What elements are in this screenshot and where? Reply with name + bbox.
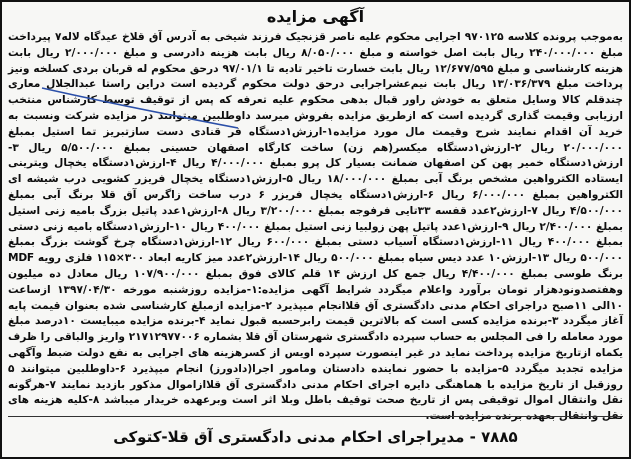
notice-title: آگهی مزایده [266,7,365,26]
footer-divider [8,416,623,417]
notice-body: به‌موجب پرونده کلاسه ۹۷۰۱۲۵ اجرایی محکوم علیه ناصر قزنجیک فرزند شیخی به آدرس آق قلاخ عیدگاه لاله۷ پیرداخت مبلغ ۲۴۰/۰۰۰/۰۰۰ ریال بابت اصل خواسته و مبلغ ۸/۰۵۰/۰۰۰ ریال بابت هزینه دادرسی و مبلغ ۲/۰۰۰/۰۰۰ ریال بابت هزینه کارشناسی و مبلغ ۱۲/۶۷۷/۵۹۵ ریال بابت خسارت تاخیر تادیه تا ۹۷/۰۱/۱ درحق محکوم له قربان بردی کسلخه ونیز پرداخت مبلغ ۱۳/۰۳۶/۳۷۹ ریال بابت نیم‌عشراجرایی درحق دولت محکوم گردیده است دراین راستا عبدالجلال معاری چندقلم کالا وسایل متعلق به خودش راور قبال بدهی محکوم علیه تعرفه که پس از توقیف توسط کارشناس منتخب ارزیابی وقیمت گذاری گردیده است که ازطریق مزایده بفروش میرسد داوطلبین میتوانند در مزایده شرکت ونسبت به خرید آن اقدام نمایند شرح وقیمت مال مورد مزایده۱-ارزش۱دستگاه فر قنادی دست سازتبریز تما استیل بمبلغ ۲۰/۰۰۰/۰۰۰ ریال ۲-ارزش۱دستگاه میکسر(هم زن) ساخت کارگاه اصفهان حسینی بمبلغ ۵/۵۰۰/۰۰۰ ریال ۳-ارزش۱دستگاه خمیر پهن کن اصفهان ضمانت بسیار کل پرو بمبلغ ۴/۰۰۰/۰۰۰ ریال ۴-ارزش۱دستگاه یخچال ویترینی ایستاده الکترواهین مشخص برنگ آبی بمبلغ ۱۸/۰۰۰/۰۰۰ ریال ۵-ارزش۱دستگاه یخچال فریزر کشویی درب شیشه ای الکترواهین بمبلغ ۶/۰۰۰/۰۰۰ ریال ۶-ارزش۱دستگاه یخچال فریزر ۶ درب ساخت زاگرس آق قلا برنگ آبی بمبلغ ۴/۵۰۰/۰۰۰ ریال ۷-ارزش۲عدد قفسه ۳۳تایی فرفوجه بمبلغ ۳/۲۰۰/۰۰۰ ریال ۸-ارزش۱عدد پاتیل بزرگ بامیه زنی استیل بمبلغ ۲/۴۰۰/۰۰۰ ریال ۹-ارزش۱عدد پاتیل پهن زولبیا زنی استیل بمبلغ ۴۰۰/۰۰۰ ریال ۱۰-ارزش۱دستگاه بامیه زنی دستی بمبلغ ۴۰۰/۰۰۰ ریال ۱۱-ارزش۱دستگاه آسیاب دستی بمبلغ ۶۰۰/۰۰۰ ریال ۱۲-ارزش۱دستگاه چرخ گوشت بزرگ بمبلغ ۵۰۰/۰۰۰ ریال ۱۳-ارزش۱۰ عدد دیس سیاه بمبلغ ۵۰۰/۰۰۰ ریال ۱۴-ارزش۲عدد میز کاریه ابعاد ۳۰۰×۱۱۵ فلزی رویه MDF برنگ طوسی بمبلغ ۴/۴۰۰/۰۰۰ ریال جمع کل ارزش ۱۴ قلم کالای فوق بمبلغ ۱۰۷/۹۰۰/۰۰۰ ریال معادل ده میلیون وهفتصدونودهزار تومان برآورد واعلام میگردد شرایط آگهی مزایده:۱-مزایده روزشنبه مورخه ۱۳۹۷/۰۴/۳۰ ازساعت ۱۰الی ۱۱صبح دراجرای احکام مدنی دادگستری آق قلاانجام میپذیرد ۲-مزایده ازمبلغ کارشناسی شده بعنوان قیمت پایه آغاز میگردد ۳-برنده مزایده کسی است که بالاترین قیمت رابرحسبه قبول نماید ۴-برنده مزایده میبایست ۱۰درصد مبلغ مورد معامله را فی المجلس به حساب سپرده دادگستری شهرستان آق قلا بشماره ۲۱۷۱۲۹۷۷۰۰۶ واریز والباقی را ظرف یکماه ازتاریخ مزایده پرداخت نماید در غیر اینصورت سپرده اویس از کسرهزینه های اجرایی به نفع دولت ضبط وآگهی مزایده تجدید میگردد ۵-مزایده با حضور نماینده دادستان ومامور اجرا(دادورز) انجام میپذیرد ۶-داوطلبین میتوانند ۵ روزقبل از تاریخ مزایده با هماهنگی دایره اجرای احکام مدنی دادگستری آق قلاازاموال مذکور بازدید نمایند ۷-هرگونه نقل وانتقال اموال توقیفی پس از تاریخ صحت توقیف باطل وبلا اثر است وبرعهده خریدار میباشد ۸-کلیه هزینه های نقل وانتقال بعهده برنده مزایده است. [8,31,624,423]
notice-signature: ۷۸۸۵ - مدیراجرای احکام مدنی دادگستری آق قلا-کتوکی [113,428,518,446]
